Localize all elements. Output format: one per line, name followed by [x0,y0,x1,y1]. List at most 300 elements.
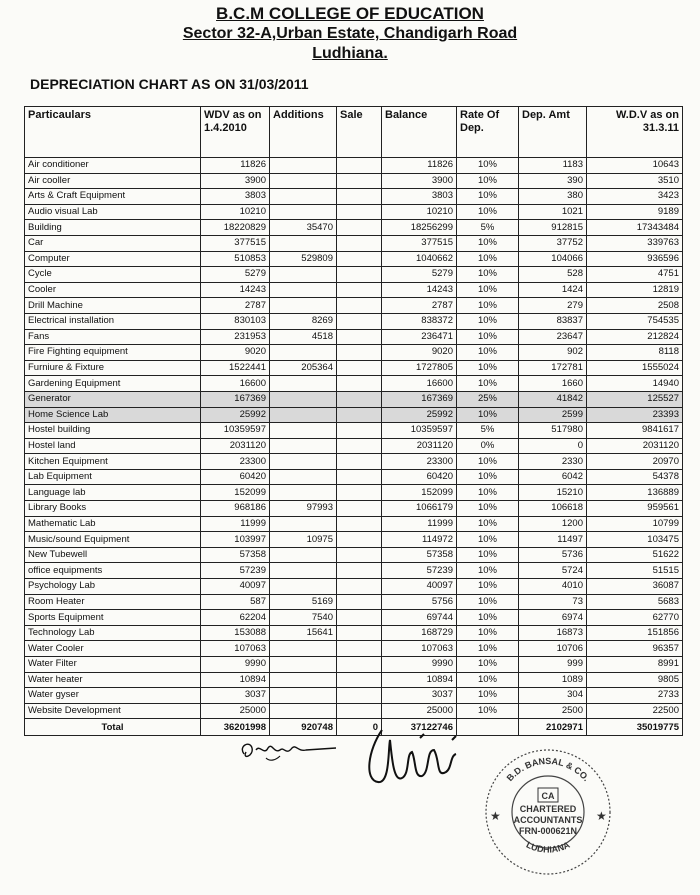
star-icon: ★ [490,809,501,823]
table-row [25,329,683,345]
cell-dep-amt: 6974 [519,610,587,626]
stamp-city: LUDHIANA [524,839,572,855]
cell-rate: 10% [457,158,519,174]
cell-wdv-open: 25000 [201,703,270,719]
cell-sale [337,672,382,688]
cell-rate: 10% [457,485,519,501]
cell-additions [270,235,337,251]
cell-dep-amt: 1089 [519,672,587,688]
cell-wdv-open: 9990 [201,657,270,673]
total-row [25,719,683,736]
cell-rate: 10% [457,688,519,704]
table-row [25,220,683,236]
depreciation-table [24,106,683,736]
cell-wdv-open: 152099 [201,485,270,501]
cell-balance: 838372 [382,313,457,329]
cell-wdv-open: 510853 [201,251,270,267]
cell-particular: Room Heater [25,594,201,610]
table-row [25,672,683,688]
cell-rate: 10% [457,329,519,345]
cell-sale [337,189,382,205]
cell-balance: 2787 [382,298,457,314]
cell-wdv-open: 3037 [201,688,270,704]
cell-particular: Air cooller [25,173,201,189]
cell-sale [337,501,382,517]
col-header-particulars: Particaulars [25,107,201,158]
cell-wdv-open: 18220829 [201,220,270,236]
cell-particular: Drill Machine [25,298,201,314]
cell-balance: 18256299 [382,220,457,236]
auditor-stamp [478,740,618,880]
signature-right [360,720,470,800]
col-header-additions: Additions [270,107,337,158]
cell-particular: Library Books [25,501,201,517]
cell-wdv-close: 51622 [587,547,683,563]
total-additions: 920748 [270,719,337,736]
table-row [25,641,683,657]
cell-sale [337,657,382,673]
cell-sale [337,360,382,376]
cell-additions: 5169 [270,594,337,610]
table-row [25,267,683,283]
table-row [25,345,683,361]
cell-particular: Audio visual Lab [25,204,201,220]
cell-dep-amt: 999 [519,657,587,673]
cell-wdv-close: 125527 [587,391,683,407]
cell-balance: 57239 [382,563,457,579]
cell-additions [270,469,337,485]
cell-balance: 10210 [382,204,457,220]
col-header-dep-amt: Dep. Amt [519,107,587,158]
cell-wdv-open: 3900 [201,173,270,189]
cell-sale [337,391,382,407]
cell-additions [270,563,337,579]
table-row [25,282,683,298]
cell-sale [337,204,382,220]
cell-rate: 10% [457,360,519,376]
cell-additions [270,438,337,454]
signature-left [236,730,346,770]
cell-additions [270,672,337,688]
table-row [25,516,683,532]
cell-dep-amt: 912815 [519,220,587,236]
cell-wdv-close: 9189 [587,204,683,220]
cell-rate: 10% [457,313,519,329]
cell-dep-amt: 1183 [519,158,587,174]
cell-wdv-open: 9020 [201,345,270,361]
cell-rate: 10% [457,204,519,220]
cell-balance: 5279 [382,267,457,283]
cell-sale [337,423,382,439]
total-sale: 0 [337,719,382,736]
cell-particular: Water gyser [25,688,201,704]
table-row [25,454,683,470]
cell-wdv-close: 3510 [587,173,683,189]
cell-dep-amt: 902 [519,345,587,361]
cell-rate: 10% [457,298,519,314]
cell-wdv-open: 830103 [201,313,270,329]
cell-wdv-close: 14940 [587,376,683,392]
cell-additions [270,547,337,563]
table-row [25,391,683,407]
cell-wdv-open: 1522441 [201,360,270,376]
cell-sale [337,282,382,298]
cell-dep-amt: 1660 [519,376,587,392]
cell-dep-amt: 1200 [519,516,587,532]
cell-dep-amt: 10706 [519,641,587,657]
svg-text:B.D. BANSAL & CO. [505,756,592,783]
cell-additions: 10975 [270,532,337,548]
cell-dep-amt: 37752 [519,235,587,251]
table-row [25,688,683,704]
cell-additions [270,485,337,501]
cell-balance: 167369 [382,391,457,407]
cell-particular: Cycle [25,267,201,283]
cell-particular: Building [25,220,201,236]
cell-wdv-open: 10359597 [201,423,270,439]
cell-particular: Website Development [25,703,201,719]
cell-sale [337,688,382,704]
cell-particular: Lab Equipment [25,469,201,485]
table-row [25,485,683,501]
chart-title: DEPRECIATION CHART AS ON 31/03/2011 [30,76,309,92]
cell-wdv-close: 23393 [587,407,683,423]
cell-wdv-close: 3423 [587,189,683,205]
cell-additions [270,657,337,673]
cell-additions [270,423,337,439]
cell-wdv-close: 17343484 [587,220,683,236]
cell-wdv-open: 57358 [201,547,270,563]
cell-balance: 69744 [382,610,457,626]
cell-additions [270,641,337,657]
cell-wdv-close: 62770 [587,610,683,626]
svg-text:LUDHIANA [525,839,572,854]
cell-wdv-close: 36087 [587,579,683,595]
cell-additions [270,376,337,392]
stamp-line1: CHARTERED [519,804,577,814]
total-label: Total [25,719,201,736]
cell-wdv-open: 40097 [201,579,270,595]
cell-dep-amt: 528 [519,267,587,283]
cell-rate: 10% [457,376,519,392]
cell-sale [337,158,382,174]
cell-dep-amt: 2599 [519,407,587,423]
cell-particular: Cooler [25,282,201,298]
cell-rate: 10% [457,469,519,485]
cell-balance: 3037 [382,688,457,704]
cell-balance: 3900 [382,173,457,189]
cell-sale [337,485,382,501]
cell-dep-amt: 73 [519,594,587,610]
cell-particular: Hostel land [25,438,201,454]
cell-additions [270,688,337,704]
cell-wdv-open: 107063 [201,641,270,657]
cell-wdv-close: 96357 [587,641,683,657]
cell-dep-amt: 15210 [519,485,587,501]
cell-rate: 10% [457,532,519,548]
cell-wdv-close: 2508 [587,298,683,314]
table-row [25,594,683,610]
cell-balance: 11826 [382,158,457,174]
table-row [25,158,683,174]
cell-particular: office equipments [25,563,201,579]
cell-additions [270,703,337,719]
cell-wdv-open: 2031120 [201,438,270,454]
cell-wdv-close: 12819 [587,282,683,298]
table-row [25,438,683,454]
cell-wdv-open: 23300 [201,454,270,470]
cell-additions [270,158,337,174]
cell-additions: 35470 [270,220,337,236]
table-row [25,579,683,595]
cell-sale [337,329,382,345]
cell-particular: Home Science Lab [25,407,201,423]
cell-additions: 205364 [270,360,337,376]
cell-sale [337,594,382,610]
cell-particular: Water Cooler [25,641,201,657]
cell-dep-amt: 5736 [519,547,587,563]
cell-dep-amt: 83837 [519,313,587,329]
table-row [25,610,683,626]
cell-dep-amt: 5724 [519,563,587,579]
cell-particular: Water heater [25,672,201,688]
cell-particular: Psychology Lab [25,579,201,595]
cell-wdv-close: 9841617 [587,423,683,439]
cell-additions [270,407,337,423]
cell-additions: 7540 [270,610,337,626]
cell-rate: 10% [457,407,519,423]
cell-sale [337,345,382,361]
cell-rate: 10% [457,189,519,205]
cell-rate: 25% [457,391,519,407]
cell-rate: 10% [457,657,519,673]
table-row [25,532,683,548]
cell-balance: 60420 [382,469,457,485]
cell-wdv-open: 2787 [201,298,270,314]
cell-wdv-open: 11999 [201,516,270,532]
col-header-wdv-close: W.D.V as on 31.3.11 [587,107,683,158]
cell-wdv-close: 959561 [587,501,683,517]
cell-balance: 152099 [382,485,457,501]
cell-wdv-open: 57239 [201,563,270,579]
cell-wdv-close: 8991 [587,657,683,673]
college-name: B.C.M COLLEGE OF EDUCATION [216,4,484,23]
cell-wdv-open: 231953 [201,329,270,345]
cell-particular: Technology Lab [25,625,201,641]
cell-dep-amt: 4010 [519,579,587,595]
cell-dep-amt: 1021 [519,204,587,220]
total-balance: 37122746 [382,719,457,736]
cell-particular: Sports Equipment [25,610,201,626]
total-wdv: 36201998 [201,719,270,736]
cell-wdv-open: 587 [201,594,270,610]
table-row [25,407,683,423]
cell-rate: 10% [457,454,519,470]
cell-rate: 10% [457,235,519,251]
cell-particular: Arts & Craft Equipment [25,189,201,205]
cell-rate: 10% [457,641,519,657]
table-row [25,189,683,205]
table-row [25,703,683,719]
cell-additions [270,391,337,407]
cell-rate: 10% [457,516,519,532]
table-row [25,423,683,439]
cell-balance: 2031120 [382,438,457,454]
cell-balance: 5756 [382,594,457,610]
cell-wdv-close: 2733 [587,688,683,704]
college-city: Ludhiana. [312,45,388,62]
cell-particular: Generator [25,391,201,407]
cell-balance: 1040662 [382,251,457,267]
table-row [25,204,683,220]
cell-wdv-open: 377515 [201,235,270,251]
cell-particular: Fans [25,329,201,345]
cell-balance: 1066179 [382,501,457,517]
cell-additions [270,579,337,595]
cell-wdv-open: 103997 [201,532,270,548]
table-row [25,563,683,579]
cell-dep-amt: 279 [519,298,587,314]
table-row [25,625,683,641]
col-header-sale: Sale [337,107,382,158]
cell-rate: 10% [457,251,519,267]
cell-rate: 10% [457,282,519,298]
cell-sale [337,220,382,236]
table-row [25,360,683,376]
table-row [25,235,683,251]
cell-wdv-open: 25992 [201,407,270,423]
cell-sale [337,563,382,579]
cell-balance: 57358 [382,547,457,563]
cell-wdv-close: 1555024 [587,360,683,376]
cell-sale [337,579,382,595]
cell-sale [337,438,382,454]
cell-wdv-close: 5683 [587,594,683,610]
cell-wdv-close: 754535 [587,313,683,329]
cell-wdv-open: 10210 [201,204,270,220]
cell-sale [337,532,382,548]
cell-balance: 11999 [382,516,457,532]
cell-wdv-open: 16600 [201,376,270,392]
cell-balance: 10359597 [382,423,457,439]
cell-wdv-close: 10799 [587,516,683,532]
cell-wdv-close: 8118 [587,345,683,361]
cell-particular: New Tubewell [25,547,201,563]
cell-wdv-close: 22500 [587,703,683,719]
table-row [25,313,683,329]
cell-sale [337,625,382,641]
total-dep-amt: 2102971 [519,719,587,736]
total-wdv-close: 35019775 [587,719,683,736]
cell-balance: 377515 [382,235,457,251]
table-row [25,547,683,563]
cell-wdv-close: 151856 [587,625,683,641]
cell-particular: Gardening Equipment [25,376,201,392]
cell-sale [337,703,382,719]
cell-particular: Car [25,235,201,251]
cell-particular: Hostel building [25,423,201,439]
cell-dep-amt: 2330 [519,454,587,470]
cell-sale [337,610,382,626]
table-body [25,158,683,719]
cell-wdv-open: 10894 [201,672,270,688]
cell-additions: 97993 [270,501,337,517]
cell-rate: 10% [457,672,519,688]
cell-additions [270,282,337,298]
cell-dep-amt: 0 [519,438,587,454]
cell-balance: 14243 [382,282,457,298]
cell-balance: 114972 [382,532,457,548]
cell-sale [337,298,382,314]
cell-wdv-close: 51515 [587,563,683,579]
col-header-balance: Balance [382,107,457,158]
cell-dep-amt: 106618 [519,501,587,517]
cell-particular: Computer [25,251,201,267]
cell-wdv-close: 2031120 [587,438,683,454]
cell-wdv-close: 20970 [587,454,683,470]
cell-balance: 168729 [382,625,457,641]
cell-wdv-open: 5279 [201,267,270,283]
cell-particular: Music/sound Equipment [25,532,201,548]
cell-rate: 10% [457,579,519,595]
cell-wdv-open: 11826 [201,158,270,174]
cell-particular: Fire Fighting equipment [25,345,201,361]
cell-sale [337,407,382,423]
cell-additions [270,189,337,205]
cell-dep-amt: 6042 [519,469,587,485]
cell-additions [270,516,337,532]
cell-balance: 9020 [382,345,457,361]
col-header-wdv-open: WDV as on 1.4.2010 [201,107,270,158]
cell-balance: 25992 [382,407,457,423]
stamp-frn: FRN-000621N [518,826,578,836]
cell-balance: 9990 [382,657,457,673]
cell-sale [337,454,382,470]
stamp-logo: CA [541,791,555,801]
cell-sale [337,516,382,532]
cell-balance: 10894 [382,672,457,688]
cell-particular: Mathematic Lab [25,516,201,532]
cell-wdv-close: 4751 [587,267,683,283]
cell-balance: 40097 [382,579,457,595]
cell-additions [270,173,337,189]
cell-dep-amt: 11497 [519,532,587,548]
cell-rate: 10% [457,267,519,283]
table-row [25,469,683,485]
cell-additions: 529809 [270,251,337,267]
table-row [25,501,683,517]
cell-additions: 15641 [270,625,337,641]
cell-additions [270,298,337,314]
cell-dep-amt: 41842 [519,391,587,407]
cell-additions [270,345,337,361]
cell-wdv-close: 339763 [587,235,683,251]
cell-dep-amt: 1424 [519,282,587,298]
cell-dep-amt: 104066 [519,251,587,267]
cell-rate: 10% [457,547,519,563]
cell-particular: Furniure & Fixture [25,360,201,376]
cell-balance: 1727805 [382,360,457,376]
cell-balance: 107063 [382,641,457,657]
cell-particular: Language lab [25,485,201,501]
cell-rate: 10% [457,563,519,579]
cell-sale [337,547,382,563]
cell-rate: 10% [457,173,519,189]
cell-particular: Kitchen Equipment [25,454,201,470]
table-row [25,376,683,392]
stamp-line2: ACCOUNTANTS [513,815,583,825]
cell-balance: 25000 [382,703,457,719]
